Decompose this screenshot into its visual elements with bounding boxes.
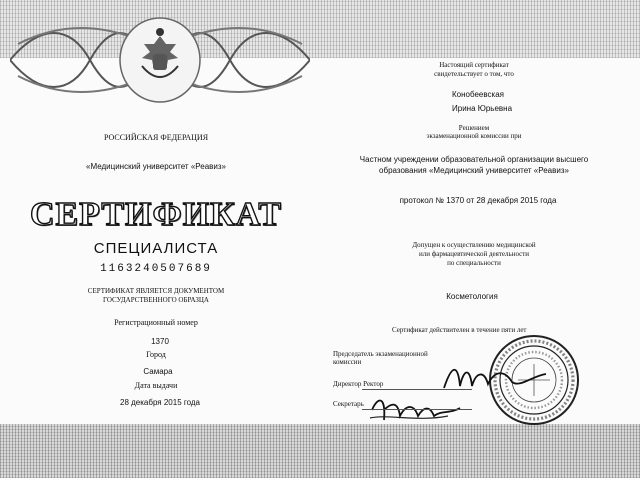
intro-line2: свидетельствует о том, что [434,70,514,78]
city-label: Город [146,350,166,359]
reg-number: 1370 [151,337,169,346]
organization-line2: образования «Медицинский университет «Реавиз» [379,166,569,175]
reg-number-label: Регистрационный номер [114,318,198,327]
secretary-signature-icon [368,392,464,428]
secretary-label: Секретарь [333,400,364,408]
issue-date: 28 декабря 2015 года [119,398,201,407]
admitted-line2: или фармацевтической деятельности [418,250,530,258]
director-signature-line [362,389,472,390]
admitted-line1: Допущен к осуществлению медицинской [412,241,536,249]
country-name: РОССИЙСКАЯ ФЕДЕРАЦИЯ [103,133,209,142]
organization-line1: Частном учреждении образовательной организации высшего [359,155,589,164]
decision-line1: Решением [458,124,490,132]
chair-line1: Председатель экзаменационной [333,350,428,358]
certificate-number: 1163240507689 [100,263,212,275]
decision-line2: экзаменационной комиссии при [426,132,522,140]
director-label: Директор Ректор [333,380,384,388]
admitted-line3: по специальности [447,259,501,267]
protocol: протокол № 1370 от 28 декабря 2015 года [399,196,557,205]
chair-line2: комиссии [333,358,362,366]
intro-line1: Настоящий сертификат [439,61,509,69]
doc-note-line2: ГОСУДАРСТВЕННОГО ОБРАЗЦА [103,296,209,304]
guilloche-bottom-band [0,424,640,478]
certificate-title: СЕРТИФИКАТ [29,196,283,233]
holder-surname: Конобеевская [452,90,504,99]
university-name: «Медицинский университет «Реавиз» [86,162,226,171]
validity-text: Сертификат действителен в течение пяти лет [392,326,527,334]
issue-date-label: Дата выдачи [134,381,178,390]
holder-name: Ирина Юрьевна [452,104,513,113]
specialty: Косметология [446,292,498,301]
certificate-subtitle: СПЕЦИАЛИСТА [93,240,219,257]
doc-note-line1: СЕРТИФИКАТ ЯВЛЯЕТСЯ ДОКУМЕНТОМ [87,287,225,295]
coat-of-arms-icon [10,14,310,106]
city: Самара [143,367,173,376]
secretary-signature-line [362,409,472,410]
